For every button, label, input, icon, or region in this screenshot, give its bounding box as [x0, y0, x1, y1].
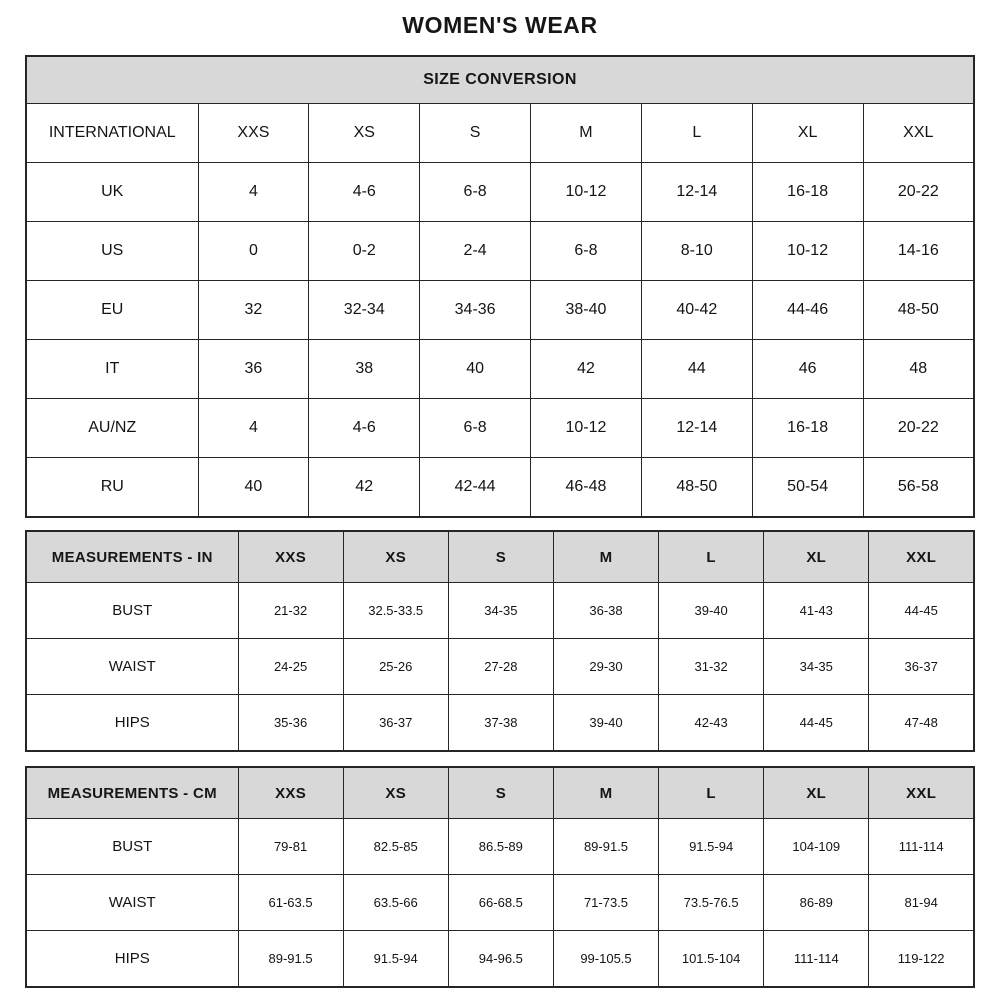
cell: 111-114	[764, 931, 869, 988]
row-label: WAIST	[26, 639, 238, 695]
cell: L	[641, 104, 752, 163]
size-header: XXS	[238, 767, 343, 819]
cell: 34-35	[448, 583, 553, 639]
table-row	[26, 222, 974, 281]
cell: 111-114	[869, 819, 974, 875]
cell: XXS	[198, 104, 309, 163]
table-row	[26, 163, 974, 222]
size-header: XS	[343, 531, 448, 583]
cell: 40	[420, 340, 531, 399]
cell: 0	[198, 222, 309, 281]
cell: 6-8	[420, 399, 531, 458]
size-header: XL	[764, 767, 869, 819]
cell: 6-8	[420, 163, 531, 222]
table-row	[26, 767, 974, 819]
cell: 86.5-89	[448, 819, 553, 875]
cell: 31-32	[659, 639, 764, 695]
cell: 36-37	[343, 695, 448, 752]
table-row	[26, 931, 974, 988]
cell: 39-40	[659, 583, 764, 639]
size-header: XS	[343, 767, 448, 819]
row-label: US	[26, 222, 198, 281]
cell: 14-16	[863, 222, 974, 281]
cell: 39-40	[553, 695, 658, 752]
table-row	[26, 531, 974, 583]
cell: 46-48	[531, 458, 642, 518]
cell: 0-2	[309, 222, 420, 281]
size-header: S	[448, 531, 553, 583]
size-header: L	[659, 531, 764, 583]
cell: 40-42	[641, 281, 752, 340]
cell: 89-91.5	[553, 819, 658, 875]
row-label: AU/NZ	[26, 399, 198, 458]
cell: 38	[309, 340, 420, 399]
measurements-in-table	[25, 530, 975, 752]
cell: 94-96.5	[448, 931, 553, 988]
size-header: XL	[764, 531, 869, 583]
cell: 42-44	[420, 458, 531, 518]
cell: 32.5-33.5	[343, 583, 448, 639]
table-row	[26, 639, 974, 695]
cell: 37-38	[448, 695, 553, 752]
row-label: BUST	[26, 819, 238, 875]
cell: 63.5-66	[343, 875, 448, 931]
cell: 40	[198, 458, 309, 518]
table-row	[26, 875, 974, 931]
row-label: IT	[26, 340, 198, 399]
table-row	[26, 583, 974, 639]
cell: 61-63.5	[238, 875, 343, 931]
size-header: M	[553, 767, 658, 819]
row-label: BUST	[26, 583, 238, 639]
cell: 44-45	[764, 695, 869, 752]
table-row	[26, 340, 974, 399]
cell: 12-14	[641, 399, 752, 458]
cell: 10-12	[531, 399, 642, 458]
cell: 56-58	[863, 458, 974, 518]
cell: 25-26	[343, 639, 448, 695]
table-row	[26, 399, 974, 458]
table-row	[26, 56, 974, 104]
cell: 32-34	[309, 281, 420, 340]
spacer	[0, 752, 1000, 766]
cell: 16-18	[752, 399, 863, 458]
cell: 101.5-104	[659, 931, 764, 988]
cell: 41-43	[764, 583, 869, 639]
cell: 44-46	[752, 281, 863, 340]
cell: 35-36	[238, 695, 343, 752]
cell: 38-40	[531, 281, 642, 340]
cell: 44-45	[869, 583, 974, 639]
size-header: S	[448, 767, 553, 819]
cell: XS	[309, 104, 420, 163]
cell: 36	[198, 340, 309, 399]
table-row	[26, 104, 974, 163]
cell: 34-36	[420, 281, 531, 340]
cell: 50-54	[752, 458, 863, 518]
size-header: XXL	[869, 531, 974, 583]
cell: 91.5-94	[343, 931, 448, 988]
cell: 73.5-76.5	[659, 875, 764, 931]
row-label: HIPS	[26, 931, 238, 988]
cell: 86-89	[764, 875, 869, 931]
row-label: HIPS	[26, 695, 238, 752]
cell: 16-18	[752, 163, 863, 222]
cell: 46	[752, 340, 863, 399]
cell: 21-32	[238, 583, 343, 639]
cell: M	[531, 104, 642, 163]
row-label: INTERNATIONAL	[26, 104, 198, 163]
cell: 48	[863, 340, 974, 399]
cell: 34-35	[764, 639, 869, 695]
cell: 4-6	[309, 163, 420, 222]
size-header: M	[553, 531, 658, 583]
cell: 47-48	[869, 695, 974, 752]
cell: 6-8	[531, 222, 642, 281]
cell: 27-28	[448, 639, 553, 695]
row-label: UK	[26, 163, 198, 222]
page-title: WOMEN'S WEAR	[402, 12, 598, 38]
cell: 32	[198, 281, 309, 340]
cell: S	[420, 104, 531, 163]
size-header: L	[659, 767, 764, 819]
cell: 12-14	[641, 163, 752, 222]
cell: 82.5-85	[343, 819, 448, 875]
table-row	[26, 695, 974, 752]
row-label: RU	[26, 458, 198, 518]
measurements-in-title: MEASUREMENTS - IN	[26, 531, 238, 583]
cell: 89-91.5	[238, 931, 343, 988]
cell: 71-73.5	[553, 875, 658, 931]
cell: 79-81	[238, 819, 343, 875]
cell: XL	[752, 104, 863, 163]
size-header: XXL	[869, 767, 974, 819]
row-label: WAIST	[26, 875, 238, 931]
cell: 44	[641, 340, 752, 399]
cell: 66-68.5	[448, 875, 553, 931]
cell: XXL	[863, 104, 974, 163]
table-row	[26, 458, 974, 518]
cell: 8-10	[641, 222, 752, 281]
cell: 10-12	[752, 222, 863, 281]
size-conversion-table	[25, 55, 975, 518]
cell: 42-43	[659, 695, 764, 752]
cell: 4-6	[309, 399, 420, 458]
cell: 4	[198, 399, 309, 458]
cell: 4	[198, 163, 309, 222]
cell: 91.5-94	[659, 819, 764, 875]
cell: 104-109	[764, 819, 869, 875]
cell: 24-25	[238, 639, 343, 695]
cell: 42	[309, 458, 420, 518]
table-row	[26, 819, 974, 875]
cell: 48-50	[641, 458, 752, 518]
cell: 36-38	[553, 583, 658, 639]
measurements-cm-table	[25, 766, 975, 988]
cell: 20-22	[863, 399, 974, 458]
table-row	[26, 281, 974, 340]
cell: 81-94	[869, 875, 974, 931]
cell: 119-122	[869, 931, 974, 988]
cell: 2-4	[420, 222, 531, 281]
measurements-cm-title: MEASUREMENTS - CM	[26, 767, 238, 819]
cell: 36-37	[869, 639, 974, 695]
cell: 20-22	[863, 163, 974, 222]
cell: 29-30	[553, 639, 658, 695]
cell: 48-50	[863, 281, 974, 340]
cell: 42	[531, 340, 642, 399]
spacer	[0, 518, 1000, 530]
row-label: EU	[26, 281, 198, 340]
cell: 99-105.5	[553, 931, 658, 988]
cell: 10-12	[531, 163, 642, 222]
size-conversion-title: SIZE CONVERSION	[26, 56, 974, 104]
size-header: XXS	[238, 531, 343, 583]
